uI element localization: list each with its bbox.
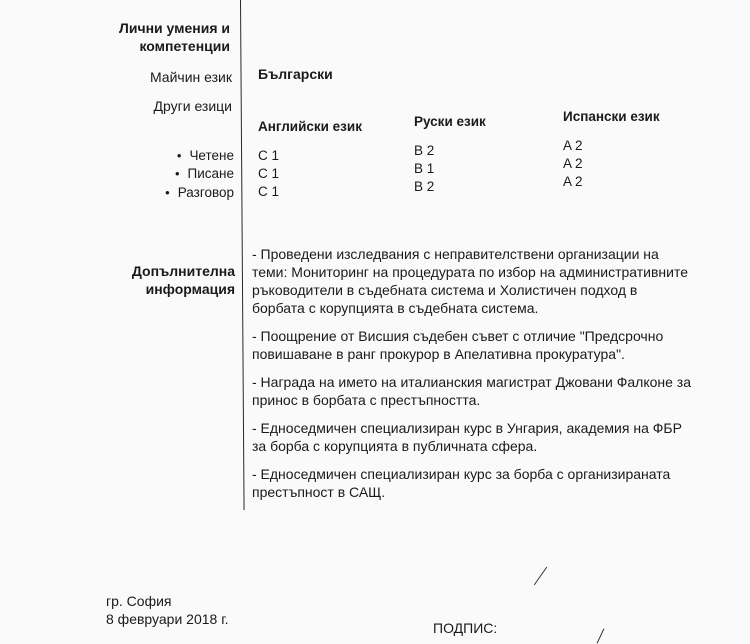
footer-place-date [106, 592, 229, 628]
language-writing: C 1 [258, 166, 280, 181]
info-item: - Едноседмичен специализиран курс в Унгария, академия на ФБР за борба с корупцията в публичната сфера. [252, 420, 682, 454]
language-writing: A 2 [563, 156, 583, 171]
additional-info-heading: Допълнителна информация [131, 263, 235, 297]
additional-info-list [252, 245, 692, 511]
row-label-writing: • Писане [175, 166, 234, 181]
footer-city: гр. София [106, 593, 172, 609]
language-column [258, 118, 362, 201]
mother-tongue-label: Майчин език [149, 69, 232, 85]
info-item: - Награда на името на италианския магистрат Джовани Фалконе за принос в борбата с престъпността. [252, 374, 692, 408]
footer-date: 8 февруари 2018 г. [106, 611, 229, 627]
language-column [414, 113, 486, 196]
language-name: Испански език [563, 109, 660, 124]
language-reading: C 1 [258, 148, 280, 163]
skills-heading: Лични умения и компетенции [119, 20, 230, 54]
info-item: - Проведени изследвания с неправителствени организации на теми: Мониторинг на процедурата по избор на административните ръководители в съдебната система и Холистичен подход в борбата с корупцията в съдебната система. [252, 246, 689, 316]
signature-stroke [534, 567, 547, 586]
signature-label: ПОДПИС: [433, 620, 498, 636]
language-row-labels [130, 148, 234, 208]
row-label-reading: • Четене [177, 148, 234, 163]
mother-tongue-value: Български [258, 66, 333, 82]
info-item: - Едноседмичен специализиран курс за борба с организираната престъпност в САЩ. [252, 466, 671, 500]
language-speaking: C 1 [258, 184, 280, 199]
language-writing: B 1 [414, 161, 435, 176]
language-name: Английски език [258, 119, 362, 134]
language-name: Руски език [414, 114, 486, 129]
info-item: - Поощрение от Висшия съдебен съвет с отличие "Предсрочно повишаване в ранг прокурор в Апелативна прокуратура". [252, 328, 664, 362]
language-speaking: A 2 [563, 174, 583, 189]
language-reading: A 2 [563, 138, 583, 153]
language-speaking: B 2 [414, 179, 435, 194]
language-reading: B 2 [414, 143, 435, 158]
section-divider [240, 0, 245, 510]
signature-stroke [597, 629, 605, 644]
language-column [563, 108, 660, 191]
row-label-speaking: • Разговор [165, 185, 234, 200]
other-languages-label: Други езици [153, 98, 232, 114]
